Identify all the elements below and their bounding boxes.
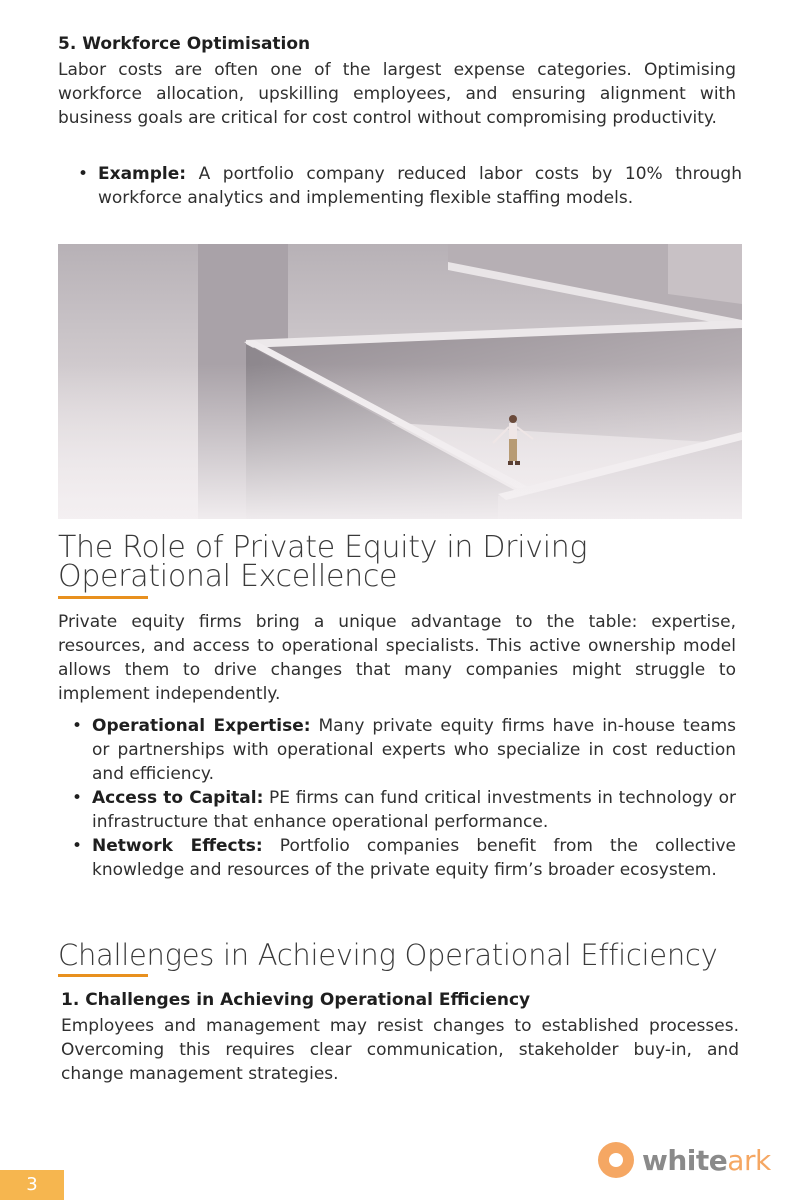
example-list bbox=[64, 162, 742, 210]
list-item bbox=[58, 714, 736, 786]
role-bullet-list bbox=[58, 714, 736, 882]
logo-text-white: white bbox=[642, 1143, 728, 1177]
section-title: Challenges in Achieving Operational Efficiency bbox=[58, 938, 718, 972]
title-underline bbox=[58, 596, 148, 599]
bullet-text: PE firms can fund critical investments in technology or infrastructure that enhance operational performance. bbox=[92, 788, 737, 832]
section-paragraph: Employees and management may resist changes to established processes. Overcoming this requires clear communication, stakeholder buy-in, and change management strategies. bbox=[61, 1016, 739, 1084]
bullet-label: Example: bbox=[98, 164, 187, 184]
maze-image bbox=[58, 244, 742, 519]
list-item bbox=[64, 162, 742, 210]
list-item bbox=[58, 834, 736, 882]
section-paragraph: Labor costs are often one of the largest expense categories. Optimising workforce allocation, upskilling employees, and ensuring alignment with business goals are critical for cost control without compromising productivity. bbox=[58, 60, 736, 128]
section-title-line-1: The Role of Private Equity in Driving bbox=[58, 530, 588, 565]
maze-illustration bbox=[58, 244, 742, 519]
bullet-label: Access to Capital: bbox=[92, 788, 264, 808]
list-item bbox=[58, 786, 736, 834]
logo-circle-icon bbox=[598, 1142, 634, 1178]
bullet-text: A portfolio company reduced labor costs by 10% through workforce analytics and implementing flexible staffing models. bbox=[98, 164, 742, 208]
bullet-label: Operational Expertise: bbox=[92, 716, 311, 736]
page-number bbox=[0, 1170, 64, 1200]
section-title-line-2: Operational Excellence bbox=[58, 559, 398, 594]
whiteark-logo bbox=[598, 1138, 771, 1182]
bullet-text: Portfolio companies benefit from the collective knowledge and resources of the private equity firm’s broader ecosystem. bbox=[92, 836, 736, 880]
section-heading: 5. Workforce Optimisation bbox=[58, 34, 311, 54]
bullet-label: Network Effects: bbox=[92, 836, 263, 856]
title-underline bbox=[58, 974, 148, 977]
page-number-text: 3 bbox=[26, 1174, 38, 1195]
sub-heading: 1. Challenges in Achieving Operational Efficiency bbox=[61, 990, 531, 1010]
logo-text-ark: ark bbox=[727, 1143, 771, 1177]
section-paragraph: Private equity firms bring a unique advantage to the table: expertise, resources, and access to operational specialists. This active ownership model allows them to drive changes that many companies might struggle to implement independently. bbox=[58, 612, 736, 704]
bullet-text: Many private equity firms have in-house teams or partnerships with operational experts who specialize in cost reduction and efficiency. bbox=[92, 716, 736, 784]
